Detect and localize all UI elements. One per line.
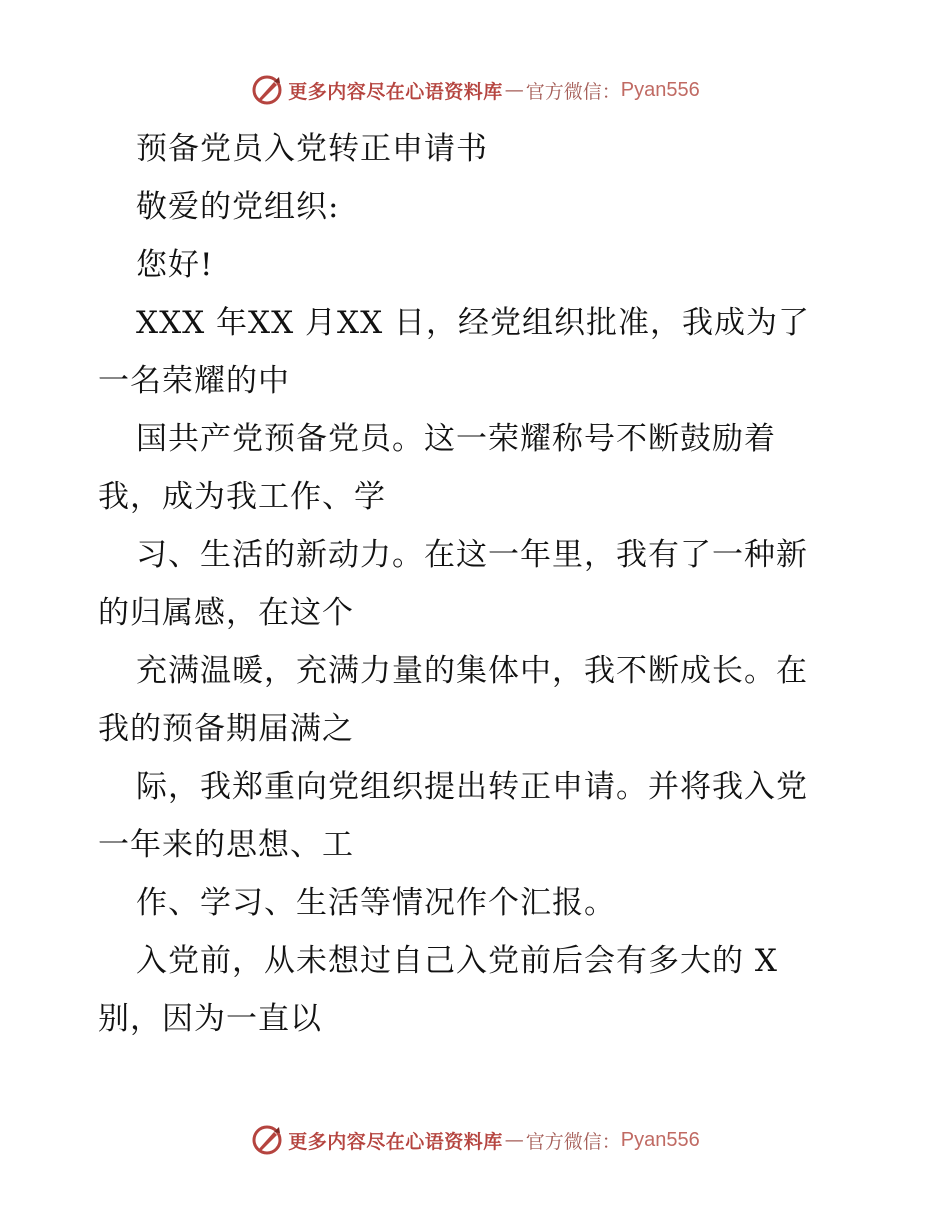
footer-official-label: 官方微信： <box>525 1130 621 1153</box>
paragraph-line: 充满温暖，充满力量的集体中，我不断成长。在 <box>136 653 808 689</box>
header-text: 更多内容尽在心语资料库 <box>288 80 503 103</box>
quill-pen-logo-icon <box>250 73 284 107</box>
paragraph-line: 别，因为一直以 <box>98 1001 322 1037</box>
quill-pen-logo-icon <box>250 1123 284 1157</box>
document-body <box>98 120 858 1048</box>
paragraph-line: 国共产党预备党员。这一荣耀称号不断鼓励着 <box>136 421 776 457</box>
paragraph-line: 的归属感，在这个 <box>98 595 354 631</box>
greeting: 您好! <box>136 247 214 283</box>
paragraph-line: 际，我郑重向党组织提出转正申请。并将我入党 <box>136 769 808 805</box>
paragraph-line: 我的预备期届满之 <box>98 711 354 747</box>
header-banner <box>0 70 950 110</box>
paragraph-line: 一年来的思想、工 <box>98 827 354 863</box>
header-separator: — <box>504 79 524 101</box>
paragraph-line: 一名荣耀的中 <box>98 363 290 399</box>
header-wechat-id: Pyan556 <box>620 78 700 101</box>
paragraph-line: 入党前，从未想过自己入党前后会有多大的 X <box>136 943 778 979</box>
paragraph-line: XXX 年XX 月XX 日，经党组织批准，我成为了 <box>136 305 811 341</box>
paragraph-line: 我，成为我工作、学 <box>98 479 386 515</box>
document-title: 预备党员入党转正申请书 <box>136 131 488 167</box>
footer-separator: — <box>504 1129 524 1151</box>
paragraph-line: 作、学习、生活等情况作个汇报。 <box>136 885 616 921</box>
paragraph-line: 习、生活的新动力。在这一年里，我有了一种新 <box>136 537 808 573</box>
salutation: 敬爱的党组织: <box>136 189 340 225</box>
header-official-label: 官方微信： <box>525 80 621 103</box>
footer-banner <box>0 1120 950 1160</box>
footer-wechat-id: Pyan556 <box>620 1128 700 1151</box>
footer-text: 更多内容尽在心语资料库 <box>288 1130 503 1153</box>
